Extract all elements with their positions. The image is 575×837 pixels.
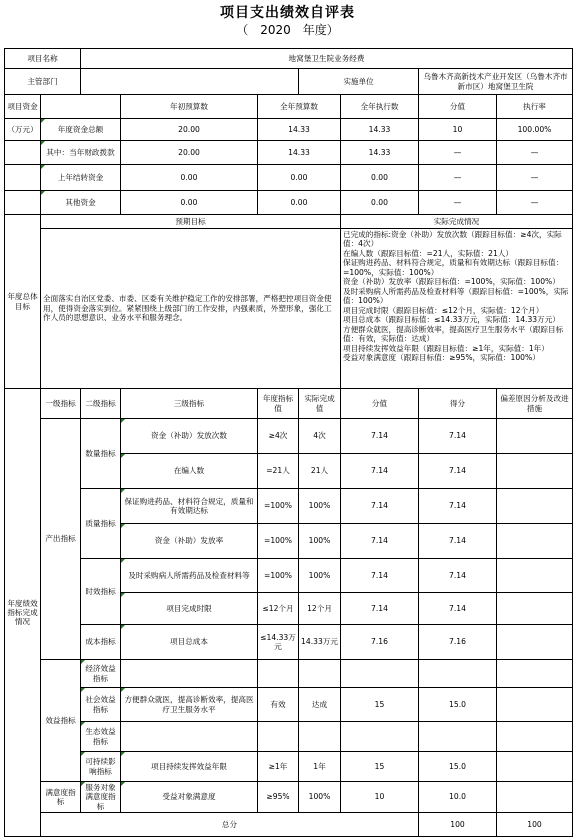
got-value bbox=[419, 722, 497, 752]
target-value: ≤14.33万元 bbox=[258, 625, 299, 660]
score-value: 15 bbox=[341, 752, 419, 782]
level2-beneficiary: 服务对象满意度指标 bbox=[81, 782, 121, 813]
got-value: 7.16 bbox=[419, 625, 497, 660]
indicator-row bbox=[5, 782, 573, 813]
score-value: 7.16 bbox=[341, 625, 419, 660]
level3-name bbox=[121, 660, 258, 688]
total-label: 总分 bbox=[41, 813, 419, 837]
score-value: 7.14 bbox=[341, 419, 419, 454]
funds-score: 10 bbox=[419, 119, 497, 141]
level2-sustainable: 可持续影响指标 bbox=[81, 752, 121, 782]
funds-exec: 14.33 bbox=[341, 141, 419, 165]
deviation-value bbox=[497, 782, 573, 813]
level2-quality: 质量指标 bbox=[81, 489, 121, 559]
level2-ecological: 生态效益指标 bbox=[81, 722, 121, 752]
indicator-row bbox=[5, 419, 573, 454]
funds-init: 0.00 bbox=[121, 165, 258, 191]
deviation-value bbox=[497, 752, 573, 782]
funds-rate: — bbox=[497, 191, 573, 215]
funds-rate: — bbox=[497, 141, 573, 165]
score-value: 15 bbox=[341, 688, 419, 722]
subtitle-year: 2020 bbox=[260, 23, 291, 37]
ind-header-level3: 三级指标 bbox=[121, 389, 258, 419]
score-value: 7.14 bbox=[341, 454, 419, 489]
actual-line: 项目持续发挥效益年限（跟踪目标值：≥1年，实际值：1年） bbox=[343, 343, 549, 353]
funds-exec: 0.00 bbox=[341, 165, 419, 191]
deviation-value bbox=[497, 454, 573, 489]
got-value: 15.0 bbox=[419, 688, 497, 722]
score-value: 7.14 bbox=[341, 489, 419, 524]
level3-name: 资金（补助）发放率 bbox=[121, 524, 258, 559]
impl-label: 实施单位 bbox=[299, 69, 419, 95]
level3-name: 项目持续发挥效益年限 bbox=[121, 752, 258, 782]
actual-value: 达成 bbox=[299, 688, 341, 722]
funds-rate: 100.00% bbox=[497, 119, 573, 141]
funds-init: 20.00 bbox=[121, 141, 258, 165]
deviation-value bbox=[497, 419, 573, 454]
got-value: 7.14 bbox=[419, 419, 497, 454]
funds-row-label: 年度资金总额 bbox=[41, 119, 121, 141]
goals-actual-header: 实际完成情况 bbox=[341, 215, 573, 229]
funds-full: 0.00 bbox=[258, 165, 341, 191]
actual-value: 100% bbox=[299, 559, 341, 593]
dept-row bbox=[5, 69, 573, 95]
got-value: 10.0 bbox=[419, 782, 497, 813]
level3-name: 保证购进药品、材料符合规定，质量和有效期达标 bbox=[121, 489, 258, 524]
level2-economic: 经济效益指标 bbox=[81, 660, 121, 688]
funds-score: — bbox=[419, 141, 497, 165]
target-value bbox=[258, 660, 299, 688]
actual-line: 项目完成时限（跟踪目标值：≤12个月，实际值：12个月） bbox=[343, 305, 544, 315]
actual-value: 4次 bbox=[299, 419, 341, 454]
deviation-value bbox=[497, 660, 573, 688]
funds-row-label: 上年结转资金 bbox=[41, 165, 121, 191]
year-subtitle bbox=[0, 21, 575, 38]
actual-value: 1年 bbox=[299, 752, 341, 782]
actual-line: 方便群众就医，提高诊断效率，提高医疗卫生服务水平（跟踪目标值：有效，实际值：达成） bbox=[343, 324, 564, 344]
score-value: 7.14 bbox=[341, 559, 419, 593]
ind-header-level2: 二级指标 bbox=[81, 389, 121, 419]
total-got: 100 bbox=[497, 813, 573, 837]
deviation-value bbox=[497, 524, 573, 559]
funds-blank-cell bbox=[5, 165, 41, 191]
funds-row bbox=[5, 165, 573, 191]
actual-value: 14.33万元 bbox=[299, 625, 341, 660]
funds-unit-label: （万元） bbox=[5, 119, 41, 141]
funds-exec: 0.00 bbox=[341, 191, 419, 215]
funds-full: 0.00 bbox=[258, 191, 341, 215]
ind-header-score: 分值 bbox=[341, 389, 419, 419]
deviation-value bbox=[497, 722, 573, 752]
ind-header-got: 得分 bbox=[419, 389, 497, 419]
indicator-row bbox=[5, 489, 573, 524]
actual-line: 保证购进药品、材料符合规定，质量和有效期达标（跟踪目标值：=100%，实际值：100%） bbox=[343, 258, 564, 277]
funds-header-full: 全年预算数 bbox=[258, 95, 341, 119]
indicator-header-row bbox=[5, 389, 573, 419]
dept-label: 主管部门 bbox=[5, 69, 81, 95]
total-score: 100 bbox=[419, 813, 497, 837]
actual-value: 100% bbox=[299, 782, 341, 813]
funds-header-row bbox=[5, 95, 573, 119]
subtitle-unit: 年度） bbox=[302, 23, 339, 37]
indicator-section-label: 年度绩效指标完成情况 bbox=[5, 389, 41, 837]
funds-row bbox=[5, 119, 573, 141]
actual-line: 已完成的指标:资金（补助）发放次数（跟踪目标值：≥4次，实际值：4次） bbox=[343, 230, 562, 249]
funds-row-label: 其他资金 bbox=[41, 191, 121, 215]
indicator-row bbox=[5, 625, 573, 660]
funds-full: 14.33 bbox=[258, 119, 341, 141]
target-value: =100% bbox=[258, 524, 299, 559]
goals-content-row bbox=[5, 229, 573, 389]
funds-full: 14.33 bbox=[258, 141, 341, 165]
level3-name: 在编人数 bbox=[121, 454, 258, 489]
actual-value: 100% bbox=[299, 489, 341, 524]
level3-name: 及时采购病人所需药品及检查材料等 bbox=[121, 559, 258, 593]
funds-rate: — bbox=[497, 165, 573, 191]
ind-header-actual: 实际完成值 bbox=[299, 389, 341, 419]
level3-name: 项目完成时限 bbox=[121, 593, 258, 625]
goals-expected-text: 全面落实自治区党委、市委、区委有关维护稳定工作的安排部署，严格把控项目资金使用，使得资金落实到位。紧紧围绕上级部门的工作安排，内强素质，外塑形象，强化工作人员的思想意识、业务水平和服务理念。 bbox=[41, 229, 341, 389]
target-value: ≥95% bbox=[258, 782, 299, 813]
ind-header-target: 年度指标值 bbox=[258, 389, 299, 419]
level3-name: 方便群众就医，提高诊断效率，提高医疗卫生服务水平 bbox=[121, 688, 258, 722]
indicator-row bbox=[5, 559, 573, 593]
funds-blank-cell bbox=[5, 141, 41, 165]
target-value: ≥1年 bbox=[258, 752, 299, 782]
project-name-value: 地窝堡卫生院业务经费 bbox=[81, 49, 573, 69]
funds-blank-cell bbox=[5, 191, 41, 215]
funds-score: — bbox=[419, 191, 497, 215]
score-value: 7.14 bbox=[341, 524, 419, 559]
level1-output: 产出指标 bbox=[41, 419, 81, 660]
funds-row bbox=[5, 191, 573, 215]
project-name-label: 项目名称 bbox=[5, 49, 81, 69]
target-value: =100% bbox=[258, 489, 299, 524]
funds-header-init: 年初预算数 bbox=[121, 95, 258, 119]
got-value: 7.14 bbox=[419, 454, 497, 489]
total-row bbox=[5, 813, 573, 837]
goals-header-row bbox=[5, 215, 573, 229]
funds-score: — bbox=[419, 165, 497, 191]
level3-name bbox=[121, 722, 258, 752]
level1-benefit: 效益指标 bbox=[41, 660, 81, 782]
subtitle-paren: （ bbox=[236, 23, 249, 37]
goals-actual-text bbox=[341, 229, 573, 389]
level3-name: 资金（补助）发放次数 bbox=[121, 419, 258, 454]
got-value: 7.14 bbox=[419, 489, 497, 524]
score-value: 10 bbox=[341, 782, 419, 813]
goals-label: 年度总体目标 bbox=[5, 215, 41, 389]
got-value: 7.14 bbox=[419, 559, 497, 593]
funds-init: 0.00 bbox=[121, 191, 258, 215]
got-value bbox=[419, 660, 497, 688]
funds-row-label: 其中：当年财政拨款 bbox=[41, 141, 121, 165]
evaluation-table bbox=[4, 48, 573, 837]
dept-value bbox=[81, 69, 299, 95]
actual-line: 资金（补助）发放率（跟踪目标值：=100%，实际值：100%） bbox=[343, 277, 560, 287]
got-value: 7.14 bbox=[419, 593, 497, 625]
page-title: 项目支出绩效自评表 bbox=[220, 5, 355, 21]
actual-line: 在编人数（跟踪目标值：=21人，实际值：21人） bbox=[343, 248, 513, 258]
funds-label: 项目资金 bbox=[5, 95, 41, 119]
indicator-row bbox=[5, 688, 573, 722]
score-value: 7.14 bbox=[341, 593, 419, 625]
actual-line: 受益对象满意度（跟踪目标值：≥95%，实际值：100%） bbox=[343, 353, 540, 363]
deviation-value bbox=[497, 688, 573, 722]
got-value: 7.14 bbox=[419, 524, 497, 559]
level2-social: 社会效益指标 bbox=[81, 688, 121, 722]
target-value: ≥4次 bbox=[258, 419, 299, 454]
actual-line: 及时采购病人所需药品及检查材料等（跟踪目标值：=100%，实际值：100%） bbox=[343, 286, 569, 306]
funds-row bbox=[5, 141, 573, 165]
funds-header-exec: 全年执行数 bbox=[341, 95, 419, 119]
ind-header-level1: 一级指标 bbox=[41, 389, 81, 419]
deviation-value bbox=[497, 559, 573, 593]
goals-expected-header: 预期目标 bbox=[41, 215, 341, 229]
funds-exec: 14.33 bbox=[341, 119, 419, 141]
target-value: =21人 bbox=[258, 454, 299, 489]
score-value bbox=[341, 660, 419, 688]
impl-value: 乌鲁木齐高新技术产业开发区（乌鲁木齐市新市区）地窝堡卫生院 bbox=[419, 69, 573, 95]
project-name-row bbox=[5, 49, 573, 69]
target-value: ≤12个月 bbox=[258, 593, 299, 625]
actual-value bbox=[299, 722, 341, 752]
deviation-value bbox=[497, 593, 573, 625]
level1-satisfaction: 满意度指标 bbox=[41, 782, 81, 813]
actual-value bbox=[299, 660, 341, 688]
target-value bbox=[258, 722, 299, 752]
actual-value: 100% bbox=[299, 524, 341, 559]
indicator-row bbox=[5, 752, 573, 782]
level2-timeliness: 时效指标 bbox=[81, 559, 121, 625]
level2-cost: 成本指标 bbox=[81, 625, 121, 660]
level3-name: 项目总成本 bbox=[121, 625, 258, 660]
funds-header-score: 分值 bbox=[419, 95, 497, 119]
target-value: =100% bbox=[258, 559, 299, 593]
actual-line: 项目总成本（跟踪目标值：≤14.33万元，实际值：14.33万元） bbox=[343, 315, 560, 325]
actual-value: 21人 bbox=[299, 454, 341, 489]
funds-header-rate: 执行率 bbox=[497, 95, 573, 119]
deviation-value bbox=[497, 489, 573, 524]
actual-value: 12个月 bbox=[299, 593, 341, 625]
level2-quantity: 数量指标 bbox=[81, 419, 121, 489]
level3-name: 受益对象满意度 bbox=[121, 782, 258, 813]
deviation-value bbox=[497, 625, 573, 660]
score-value bbox=[341, 722, 419, 752]
funds-blank bbox=[41, 95, 121, 119]
got-value: 15.0 bbox=[419, 752, 497, 782]
ind-header-deviation: 偏差原因分析及改进措施 bbox=[497, 389, 573, 419]
funds-init: 20.00 bbox=[121, 119, 258, 141]
indicator-row bbox=[5, 722, 573, 752]
target-value: 有效 bbox=[258, 688, 299, 722]
indicator-row bbox=[5, 660, 573, 688]
